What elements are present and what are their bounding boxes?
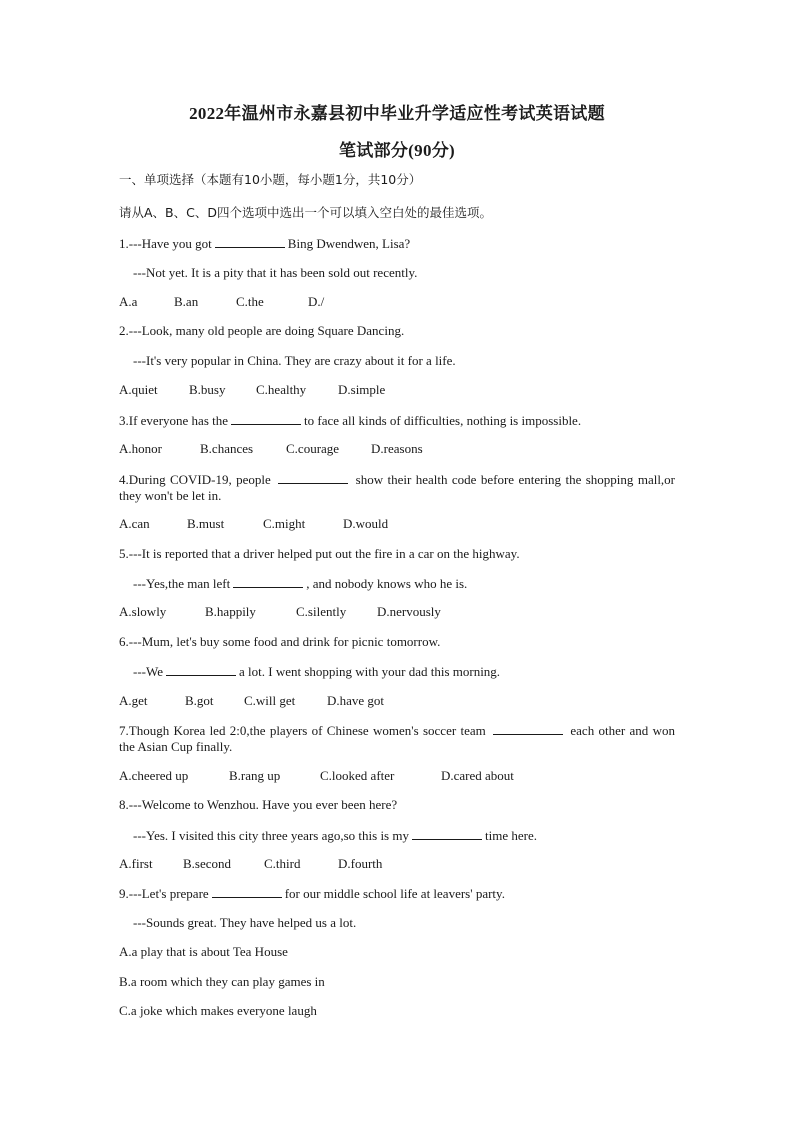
option-c: C.silently	[296, 604, 347, 619]
question-7-prompt-pre: 7.Though Korea led 2:0,the players of Chinese women's soccer team	[119, 723, 486, 738]
option-d: D.simple	[338, 382, 386, 397]
question-5-reply-post: , and nobody knows who he is.	[306, 576, 468, 591]
option-a: A.quiet	[119, 382, 158, 397]
answer-blank	[212, 885, 282, 898]
answer-blank	[231, 412, 301, 425]
option-b: B.busy	[189, 382, 226, 397]
answer-blank	[493, 722, 563, 735]
option-a: A.first	[119, 856, 153, 871]
question-9-prompt	[119, 885, 675, 902]
option-a: A.can	[119, 516, 150, 531]
option-d: D.fourth	[338, 856, 383, 871]
option-a: A.slowly	[119, 604, 167, 619]
question-9-prompt-post: for our middle school life at leavers' party.	[284, 886, 505, 901]
answer-blank	[233, 575, 303, 588]
answer-blank	[215, 235, 285, 248]
question-9-prompt-pre: 9.---Let's prepare	[119, 886, 209, 901]
option-b: B.an	[174, 294, 199, 309]
question-1-prompt	[119, 235, 675, 252]
option-d: D.nervously	[377, 604, 441, 619]
exam-title: 2022年温州市永嘉县初中毕业升学适应性考试英语试题	[189, 104, 605, 123]
option-d: D.would	[343, 516, 389, 531]
question-8-reply-pre: ---Yes. I visited this city three years ago,so this is my	[133, 828, 409, 843]
question-6-reply	[133, 663, 689, 680]
answer-blank	[278, 471, 348, 484]
option-c: C.looked after	[320, 768, 395, 783]
question-6-prompt: 6.---Mum, let's buy some food and drink for picnic tomorrow.	[119, 634, 441, 649]
question-9-reply: ---Sounds great. They have helped us a lot.	[133, 915, 357, 930]
exam-subtitle: 笔试部分(90分)	[338, 141, 456, 160]
question-9-option-b: B.a room which they can play games in	[119, 974, 325, 989]
option-d: D./	[308, 294, 325, 309]
question-8-reply	[133, 827, 689, 844]
option-d: D.reasons	[371, 441, 423, 456]
instruction: 请从A、B、C、D四个选项中选出一个可以填入空白处的最佳选项。	[119, 205, 492, 220]
option-c: C.courage	[286, 441, 340, 456]
question-7-prompt-post: each other and won the Asian Cup finally.	[119, 723, 676, 754]
option-a: A.get	[119, 693, 148, 708]
question-8-reply-post: time here.	[484, 828, 537, 843]
question-2-prompt: 2.---Look, many old people are doing Square Dancing.	[119, 323, 405, 338]
answer-blank	[166, 663, 236, 676]
question-5-prompt: 5.---It is reported that a driver helped put out the fire in a car on the highway.	[119, 546, 520, 561]
question-4-prompt-post: show their health code before entering the shopping mall,or they won't be let in.	[119, 472, 676, 503]
question-9-option-a: A.a play that is about Tea House	[119, 944, 288, 959]
option-b: B.happily	[205, 604, 256, 619]
question-4-prompt-pre: 4.During COVID-19, people	[119, 472, 271, 487]
question-3-prompt	[119, 412, 675, 429]
option-a: A.cheered up	[119, 768, 189, 783]
question-1-reply: ---Not yet. It is a pity that it has been sold out recently.	[133, 265, 418, 280]
option-c: C.healthy	[256, 382, 307, 397]
question-3-prompt-pre: 3.If everyone has the	[119, 413, 229, 428]
question-8-prompt: 8.---Welcome to Wenzhou. Have you ever been here?	[119, 797, 398, 812]
option-a: A.a	[119, 294, 138, 309]
option-a: A.honor	[119, 441, 162, 456]
option-c: C.might	[263, 516, 306, 531]
option-b: B.rang up	[229, 768, 281, 783]
option-b: B.got	[185, 693, 214, 708]
option-d: D.have got	[327, 693, 385, 708]
question-2-reply: ---It's very popular in China. They are crazy about it for a life.	[133, 353, 456, 368]
question-7-prompt	[119, 722, 675, 755]
option-c: C.will get	[244, 693, 296, 708]
option-b: B.must	[187, 516, 225, 531]
question-6-reply-pre: ---We	[133, 664, 163, 679]
option-d: D.cared about	[441, 768, 514, 783]
question-6-reply-post: a lot. I went shopping with your dad this morning.	[239, 664, 501, 679]
question-5-reply-pre: ---Yes,the man left	[133, 576, 231, 591]
question-5-reply	[133, 575, 689, 592]
question-1-prompt-post: Bing Dwendwen, Lisa?	[287, 236, 411, 251]
question-9-option-c: C.a joke which makes everyone laugh	[119, 1003, 317, 1018]
answer-blank	[412, 827, 482, 840]
option-c: C.third	[264, 856, 301, 871]
question-4-prompt	[119, 471, 675, 504]
option-b: B.second	[183, 856, 232, 871]
option-b: B.chances	[200, 441, 254, 456]
section-heading: 一、单项选择（本题有10小题，每小题1分，共10分）	[119, 172, 422, 187]
option-c: C.the	[236, 294, 264, 309]
question-1-prompt-pre: 1.---Have you got	[119, 236, 212, 251]
question-3-prompt-post: to face all kinds of difficulties, nothing is impossible.	[304, 413, 582, 428]
